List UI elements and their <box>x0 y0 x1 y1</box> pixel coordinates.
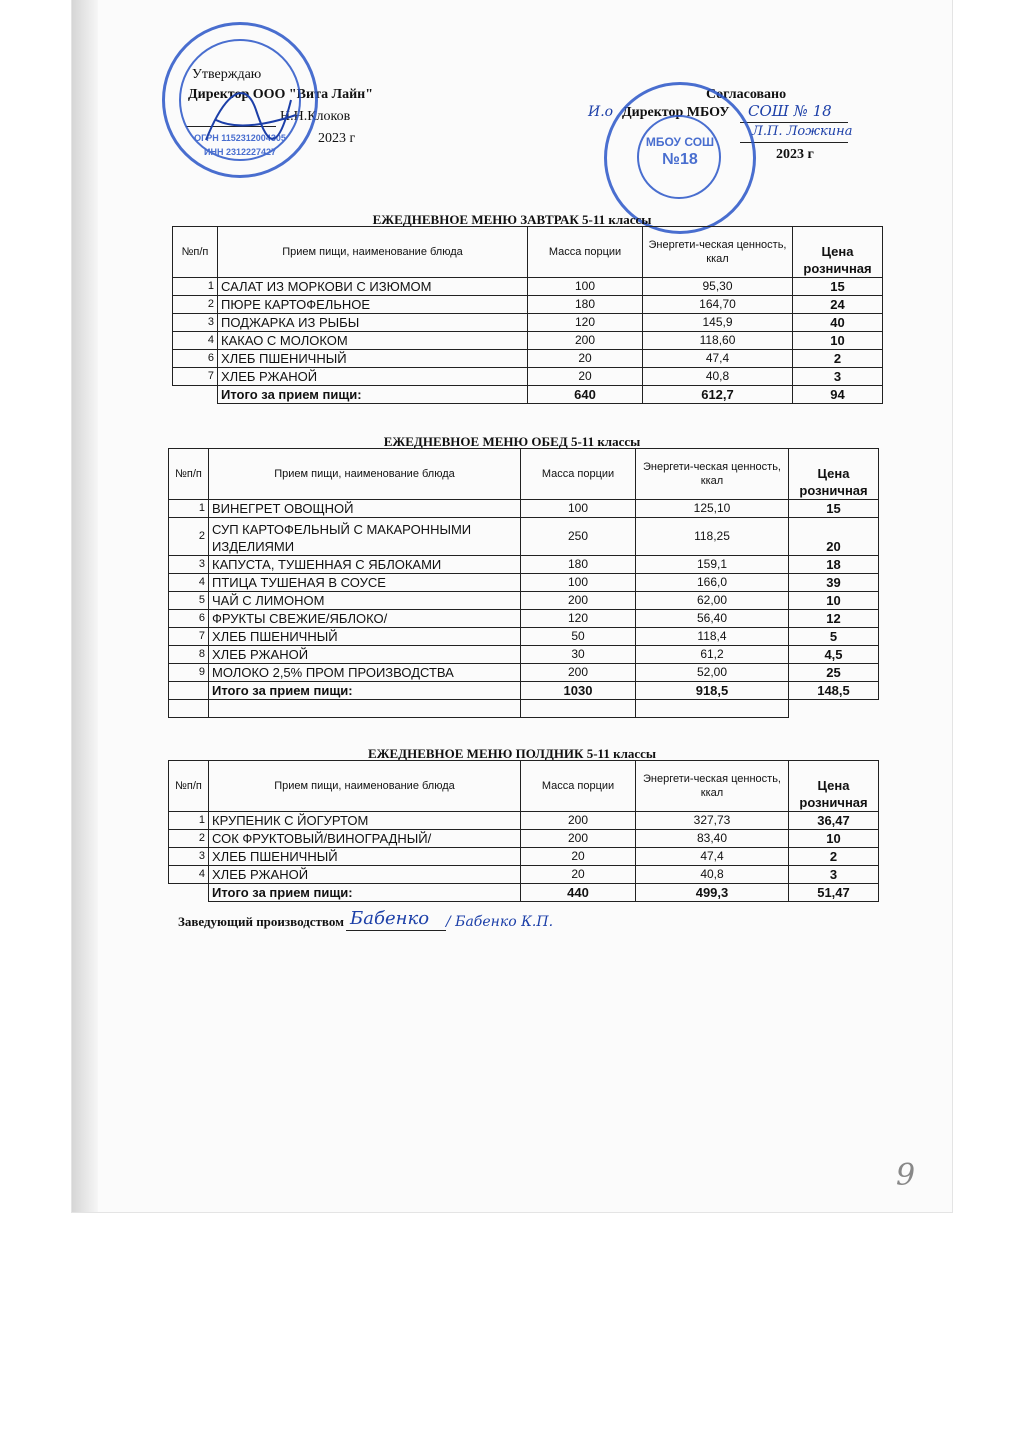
cell-price: 24 <box>793 296 883 314</box>
table-row <box>173 314 883 332</box>
cell-name: ХЛЕБ РЖАНОЙ <box>209 866 521 884</box>
approve-left-line2: Директор ООО "Вита Лайн" <box>188 87 373 102</box>
cell-price: 15 <box>789 500 879 518</box>
total-label: Итого за прием пищи: <box>209 884 521 902</box>
cell-num: 3 <box>173 314 218 332</box>
total-mass: 1030 <box>521 682 636 700</box>
cell-name: ПОДЖАРКА ИЗ РЫБЫ <box>218 314 528 332</box>
total-energy: 499,3 <box>636 884 789 902</box>
cell-num: 3 <box>169 848 209 866</box>
signature-left-scribble <box>196 70 306 165</box>
breakfast-table <box>172 226 883 404</box>
cell-name: СУП КАРТОФЕЛЬНЫЙ С МАКАРОННЫМИ ИЗДЕЛИЯМИ <box>209 518 521 556</box>
table-row <box>169 812 879 830</box>
cell-num: 6 <box>169 610 209 628</box>
cell-name: ХЛЕБ ПШЕНИЧНЫЙ <box>209 848 521 866</box>
table-row <box>169 866 879 884</box>
footer-signature-line <box>346 930 446 931</box>
cell-num: 5 <box>169 592 209 610</box>
cell-price: 12 <box>789 610 879 628</box>
cell-price: 2 <box>789 848 879 866</box>
col-num: №п/п <box>173 227 218 278</box>
table-row <box>169 664 879 682</box>
col-mass: Масса порции <box>528 227 643 278</box>
cell-energy: 118,60 <box>643 332 793 350</box>
approve-right-line3: 2023 г <box>776 147 814 162</box>
cell-name: ПЮРЕ КАРТОФЕЛЬНОЕ <box>218 296 528 314</box>
cell-mass: 200 <box>528 332 643 350</box>
cell-empty <box>169 884 209 902</box>
cell-empty <box>209 700 521 718</box>
stamp-school: МБОУ СОШ <box>645 135 715 149</box>
cell-mass: 200 <box>521 812 636 830</box>
cell-num: 4 <box>169 866 209 884</box>
col-name: Прием пищи, наименование блюда <box>209 761 521 812</box>
handwritten-school: СОШ № 18 <box>748 102 832 120</box>
cell-name: СОК ФРУКТОВЫЙ/ВИНОГРАДНЫЙ/ <box>209 830 521 848</box>
cell-empty <box>169 700 209 718</box>
empty-row <box>169 700 879 718</box>
cell-name: ХЛЕБ РЖАНОЙ <box>209 646 521 664</box>
table-row <box>169 610 879 628</box>
cell-empty <box>521 700 636 718</box>
total-energy: 918,5 <box>636 682 789 700</box>
cell-price: 3 <box>793 368 883 386</box>
cell-mass: 100 <box>521 574 636 592</box>
table-row <box>169 574 879 592</box>
total-row <box>169 884 879 902</box>
cell-name: ФРУКТЫ СВЕЖИЕ/ЯБЛОКО/ <box>209 610 521 628</box>
cell-num: 9 <box>169 664 209 682</box>
col-price: Цена розничная <box>789 449 879 500</box>
cell-energy: 62,00 <box>636 592 789 610</box>
col-price: Цена розничная <box>789 761 879 812</box>
total-mass: 640 <box>528 386 643 404</box>
cell-num: 2 <box>169 518 209 556</box>
cell-energy: 40,8 <box>643 368 793 386</box>
cell-energy: 52,00 <box>636 664 789 682</box>
cell-name: КАПУСТА, ТУШЕННАЯ С ЯБЛОКАМИ <box>209 556 521 574</box>
stamp-number: №18 <box>662 151 698 168</box>
cell-price: 36,47 <box>789 812 879 830</box>
snack-table <box>168 760 879 902</box>
cell-price: 5 <box>789 628 879 646</box>
cell-mass: 20 <box>528 350 643 368</box>
total-row <box>173 386 883 404</box>
cell-price: 10 <box>789 830 879 848</box>
table-row <box>169 592 879 610</box>
table-row <box>169 500 879 518</box>
handwritten-name: Л.П. Ложкина <box>752 124 853 139</box>
cell-name: ХЛЕБ ПШЕНИЧНЫЙ <box>218 350 528 368</box>
cell-name: КРУПЕНИК С ЙОГУРТОМ <box>209 812 521 830</box>
cell-mass: 200 <box>521 830 636 848</box>
cell-mass: 120 <box>521 610 636 628</box>
cell-price: 39 <box>789 574 879 592</box>
col-energy: Энергети-ческая ценность, ккал <box>636 449 789 500</box>
cell-name: ХЛЕБ РЖАНОЙ <box>218 368 528 386</box>
total-price: 94 <box>793 386 883 404</box>
total-label: Итого за прием пищи: <box>218 386 528 404</box>
total-price: 51,47 <box>789 884 879 902</box>
col-price: Цена розничная <box>793 227 883 278</box>
cell-price: 3 <box>789 866 879 884</box>
cell-mass: 100 <box>521 500 636 518</box>
col-energy: Энергети-ческая ценность, ккал <box>643 227 793 278</box>
table-row <box>169 628 879 646</box>
page-number-mark: 9 <box>896 1158 916 1193</box>
cell-num: 7 <box>169 628 209 646</box>
cell-mass: 200 <box>521 592 636 610</box>
cell-num: 4 <box>173 332 218 350</box>
cell-energy: 95,30 <box>643 278 793 296</box>
cell-name: ПТИЦА ТУШЕНАЯ В СОУСЕ <box>209 574 521 592</box>
cell-name: МОЛОКО 2,5% ПРОМ ПРОИЗВОДСТВА <box>209 664 521 682</box>
snack-title: ЕЖЕДНЕВНОЕ МЕНЮ ПОЛДНИК 5-11 классы <box>367 746 657 761</box>
table-header <box>169 449 879 500</box>
table-row <box>173 296 883 314</box>
lunch-table <box>168 448 879 718</box>
cell-num: 1 <box>173 278 218 296</box>
total-row <box>169 682 879 700</box>
cell-mass: 120 <box>528 314 643 332</box>
cell-name: ХЛЕБ ПШЕНИЧНЫЙ <box>209 628 521 646</box>
table-row <box>169 830 879 848</box>
cell-mass: 250 <box>521 518 636 556</box>
col-mass: Масса порции <box>521 761 636 812</box>
cell-mass: 100 <box>528 278 643 296</box>
footer-name: / Бабенко К.П. <box>446 914 554 930</box>
cell-energy: 166,0 <box>636 574 789 592</box>
cell-mass: 180 <box>521 556 636 574</box>
cell-num: 2 <box>169 830 209 848</box>
cell-mass: 20 <box>521 866 636 884</box>
cell-mass: 30 <box>521 646 636 664</box>
col-name: Прием пищи, наименование блюда <box>209 449 521 500</box>
cell-num: 4 <box>169 574 209 592</box>
cell-num: 7 <box>173 368 218 386</box>
cell-energy: 61,2 <box>636 646 789 664</box>
cell-energy: 83,40 <box>636 830 789 848</box>
cell-empty <box>173 386 218 404</box>
total-price: 148,5 <box>789 682 879 700</box>
cell-energy: 40,8 <box>636 866 789 884</box>
footer-label: Заведующий производством <box>178 914 344 929</box>
cell-num: 8 <box>169 646 209 664</box>
table-header <box>173 227 883 278</box>
cell-name: ВИНЕГРЕТ ОВОЩНОЙ <box>209 500 521 518</box>
cell-energy: 47,4 <box>643 350 793 368</box>
stamp-inn: ИНН 2312227427 <box>203 147 277 157</box>
col-num: №п/п <box>169 761 209 812</box>
breakfast-title: ЕЖЕДНЕВНОЕ МЕНЮ ЗАВТРАК 5-11 классы <box>372 212 652 227</box>
cell-num: 3 <box>169 556 209 574</box>
cell-name: КАКАО С МОЛОКОМ <box>218 332 528 350</box>
cell-empty <box>169 682 209 700</box>
table-row <box>169 518 879 556</box>
table-row <box>169 848 879 866</box>
col-num: №п/п <box>169 449 209 500</box>
handwritten-prefix: И.о <box>588 104 614 120</box>
cell-energy: 56,40 <box>636 610 789 628</box>
cell-price: 2 <box>793 350 883 368</box>
signature-line-right <box>740 142 848 143</box>
cell-energy: 164,70 <box>643 296 793 314</box>
table-row <box>169 646 879 664</box>
cell-name: САЛАТ ИЗ МОРКОВИ С ИЗЮМОМ <box>218 278 528 296</box>
cell-price: 15 <box>793 278 883 296</box>
table-row <box>173 350 883 368</box>
cell-energy: 118,4 <box>636 628 789 646</box>
table-row <box>173 332 883 350</box>
cell-mass: 20 <box>521 848 636 866</box>
table-row <box>173 278 883 296</box>
cell-price: 10 <box>793 332 883 350</box>
org-line-right <box>740 122 848 123</box>
total-mass: 440 <box>521 884 636 902</box>
lunch-title: ЕЖЕДНЕВНОЕ МЕНЮ ОБЕД 5-11 классы <box>383 434 641 449</box>
cell-mass: 200 <box>521 664 636 682</box>
cell-num: 2 <box>173 296 218 314</box>
col-energy: Энергети-ческая ценность, ккал <box>636 761 789 812</box>
stamp-ogrn: ОГРН 1152312004305 <box>194 133 286 143</box>
cell-energy: 145,9 <box>643 314 793 332</box>
cell-mass: 50 <box>521 628 636 646</box>
cell-energy: 47,4 <box>636 848 789 866</box>
cell-energy: 327,73 <box>636 812 789 830</box>
cell-price: 25 <box>789 664 879 682</box>
total-energy: 612,7 <box>643 386 793 404</box>
cell-price: 4,5 <box>789 646 879 664</box>
cell-energy: 159,1 <box>636 556 789 574</box>
col-mass: Масса порции <box>521 449 636 500</box>
approve-left-line3: Н.Н.Клоков <box>280 109 351 124</box>
approve-right-line2: Директор МБОУ <box>622 105 730 120</box>
cell-mass: 20 <box>528 368 643 386</box>
cell-empty <box>789 700 879 718</box>
cell-num: 6 <box>173 350 218 368</box>
total-label: Итого за прием пищи: <box>209 682 521 700</box>
cell-num: 1 <box>169 812 209 830</box>
cell-empty <box>636 700 789 718</box>
col-name: Прием пищи, наименование блюда <box>218 227 528 278</box>
cell-mass: 180 <box>528 296 643 314</box>
table-row <box>173 368 883 386</box>
cell-energy: 125,10 <box>636 500 789 518</box>
cell-price: 18 <box>789 556 879 574</box>
approve-left-line1: Утверждаю <box>192 67 262 82</box>
cell-num: 1 <box>169 500 209 518</box>
footer-signature: Бабенко <box>350 908 430 929</box>
table-header <box>169 761 879 812</box>
scan-edge-shadow <box>72 0 98 1212</box>
approve-left-line4: 2023 г <box>318 131 356 146</box>
table-row <box>169 556 879 574</box>
cell-price: 10 <box>789 592 879 610</box>
cell-price: 40 <box>793 314 883 332</box>
cell-price: 20 <box>789 518 879 556</box>
approve-right-line1: Согласовано <box>706 87 787 102</box>
cell-energy: 118,25 <box>636 518 789 556</box>
cell-name: ЧАЙ С ЛИМОНОМ <box>209 592 521 610</box>
